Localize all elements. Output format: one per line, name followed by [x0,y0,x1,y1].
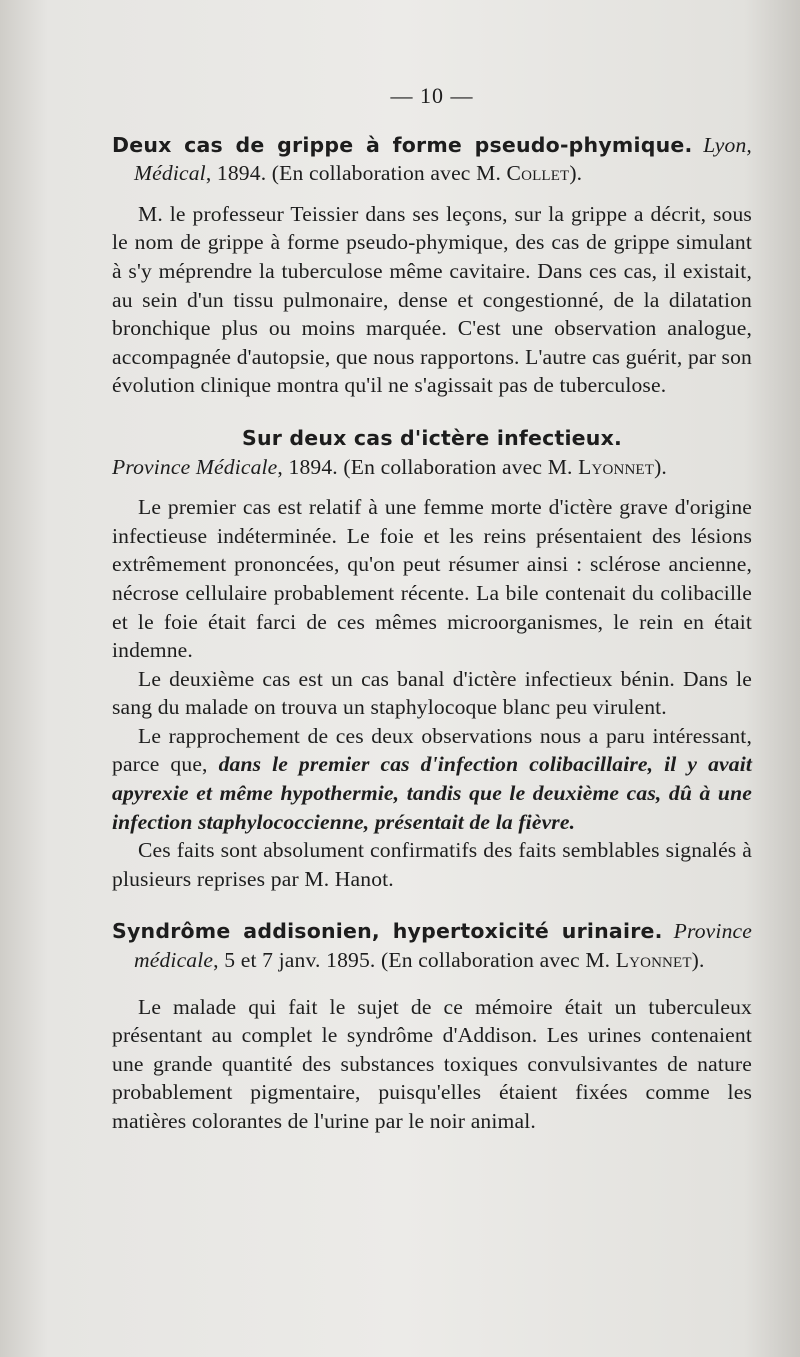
entry-3-collaborator: Lyonnet [615,948,692,973]
entry-3-title: Syndrôme addisonien, hypertoxicité urinaire. [112,919,663,944]
entry-1-title: Deux cas de grippe à forme pseudo-phymique. [112,132,693,157]
entry-2-title: Sur deux cas d'ictère infectieux. [242,425,622,450]
entry-2-paragraph-1: Le premier cas est relatif à une femme morte d'ictère grave d'origine infectieuse indéterminée. Le foie et les reins présentaient des lésions extrêmement prononcées, qu'on peut résumer ainsi : sclérose ancienne, nécrose cellulaire probablement récente. La bile contenait du colibacille et le foie était farci de ces mêmes microorganismes, le rein en était indemne. [112,495,752,663]
entry-1-collaborator: Collet [506,161,570,186]
entry-3-year-note: , 5 et 7 janv. 1895. (En collaboration avec M. [213,948,616,973]
entry-3-heading [112,917,752,974]
entry-2-paragraph-3-italic: dans le premier cas d'infection colibacillaire, il y avait apyrexie et même hypothermie, tandis que le deuxième cas, dû à une infection staphylococcienne, présentait de la fièvre. [112,752,752,834]
page-text-block [112,82,752,1136]
entry-2-journal: Province Médicale [112,454,278,479]
entry-3-paragraph: Le malade qui fait le sujet de ce mémoire était un tuberculeux présentant au complet le syndrôme d'Addison. Les urines contenaient une grande quantité des substances toxiques convulsivantes de nature probablement pigmentaire, puisqu'elles étaient fixées comme les matières colorantes de l'urine par le noir animal. [112,994,752,1133]
page-number: — 10 — [390,83,474,108]
entry-2-paragraph-3 [112,722,752,836]
entry-1-paragraph: M. le professeur Teissier dans ses leçons, sur la grippe a décrit, sous le nom de grippe à forme pseudo-phymique, des cas de grippe simulant à s'y méprendre la tuberculose même cavitaire. Dans ces cas, il existait, au sein d'un tissu pulmonaire, dense et congestionné, de la dilatation bronchique plus ou moins marquée. C'est une observation analogue, accompagnée d'autopsie, que nous rapportons. L'autre cas guérit, par son évolution clinique montra qu'il ne s'agissait pas de tuberculose. [112,201,752,398]
entry-2-year-note: , 1894. (En collaboration avec M. [277,454,579,479]
entry-2-collaborator: Lyonnet [578,454,655,479]
entry-1-year-note: , 1894. (En collaboration avec M. [205,161,507,186]
entry-2-paragraph-4: Ces faits sont absolument confirmatifs des faits semblables signalés à plusieurs reprises par M. Hanot. [112,838,752,891]
entry-3-journal: Province médicale [134,919,752,973]
entry-1-heading [112,131,752,188]
entry-1-close: ). [569,161,583,186]
entry-2-heading-title-line [112,424,752,453]
entry-2-paragraph-3-start: Le rapprochement de ces deux observations nous a paru intéressant, parce que, [112,723,752,777]
entry-1-journal: Lyon, Médical [134,132,752,186]
entry-2-paragraph-2: Le deuxième cas est un cas banal d'ictère infectieux bénin. Dans le sang du malade on trouva un staphylocoque blanc peu virulent. [112,666,752,720]
entry-3-close: ). [691,948,705,973]
entry-2-source-line [112,453,752,482]
entry-2-close: ). [654,454,667,479]
